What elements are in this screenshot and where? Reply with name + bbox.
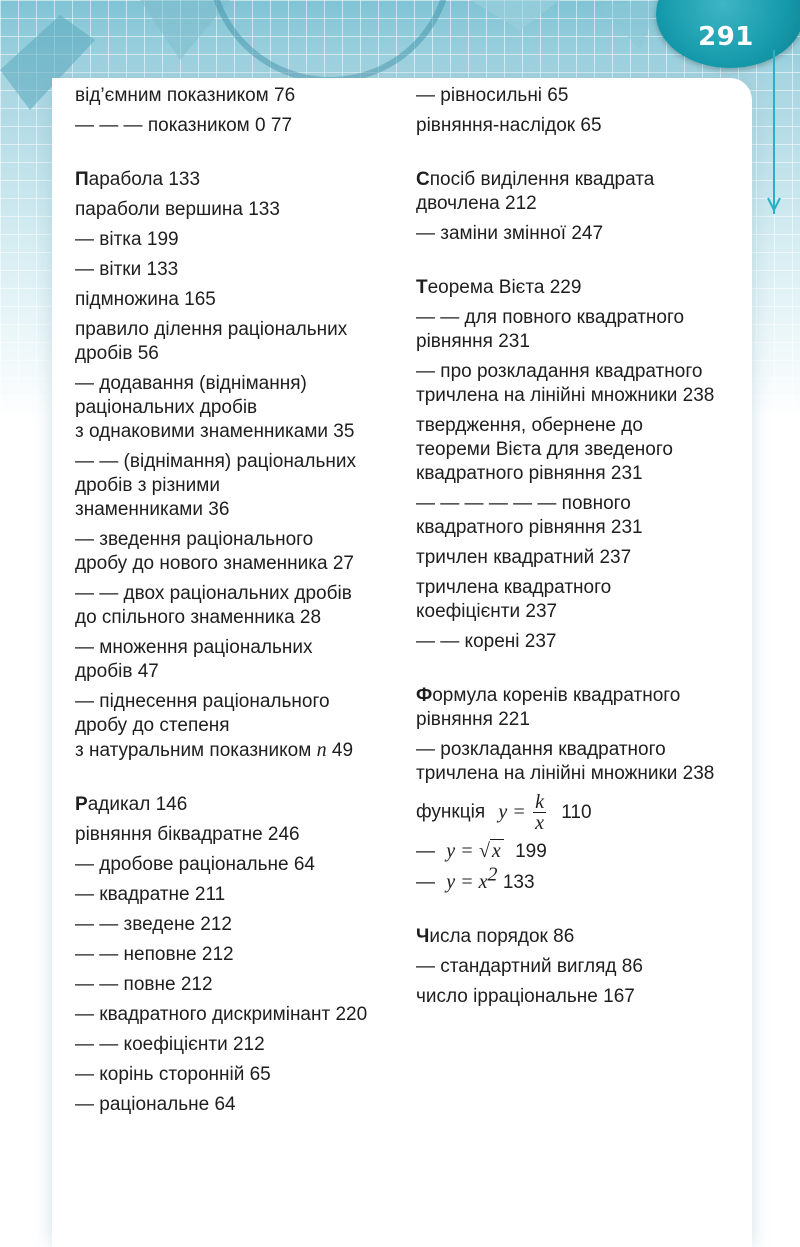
radical-sign: √ — [478, 840, 490, 862]
index-entry-text: — квадратного дискримінант 220 — [75, 1004, 368, 1025]
index-entry-text: — раціональне 64 — [75, 1094, 236, 1115]
index-entry — [75, 372, 405, 444]
index-entry-text: — — — показником 0 77 — [75, 115, 293, 136]
index-entry-line — [416, 384, 746, 408]
index-entry-line — [416, 955, 746, 979]
index-entry — [416, 306, 746, 354]
index-entry-text: рівняння-наслідок 65 — [416, 115, 602, 136]
index-entry — [75, 318, 405, 366]
fraction-denominator: x — [535, 812, 544, 834]
index-entry-text: — — (віднімання) раціональних — [75, 451, 356, 472]
index-entry-line — [75, 114, 405, 138]
index-entry-line — [75, 1093, 405, 1117]
page-ref: 199 — [515, 841, 547, 862]
index-column-left — [75, 84, 405, 1123]
index-entry-line — [75, 498, 405, 522]
index-entry-line — [416, 925, 746, 949]
index-entry-text: число ірраціональне 167 — [416, 986, 635, 1007]
margin-arrow-icon — [766, 196, 782, 212]
index-entry-text: — квадратне 211 — [75, 884, 226, 905]
index-entry — [416, 222, 746, 246]
index-entry-text: — рівносильні 65 — [416, 85, 569, 106]
index-entry — [416, 630, 746, 654]
index-entry-line — [75, 288, 405, 312]
index-entry-line — [75, 738, 405, 763]
fraction — [533, 792, 546, 833]
index-entry — [75, 1033, 405, 1057]
index-entry-line — [416, 708, 746, 732]
index-entry-text: знаменниками 36 — [75, 499, 230, 520]
entry-dash: — — [416, 841, 435, 862]
index-entry-line — [75, 943, 405, 967]
index-entry-text: правило ділення раціональних — [75, 319, 348, 340]
index-entry — [416, 985, 746, 1009]
index-entry-text: теореми Вієта для зведеного — [416, 439, 673, 460]
index-entry-text: квадратного рівняння 231 — [416, 463, 643, 484]
index-entry — [416, 738, 746, 786]
index-entry — [75, 943, 405, 967]
section-initial: Ч — [416, 926, 430, 947]
index-entry-text: від’ємним показником 76 — [75, 85, 296, 106]
index-entry — [75, 288, 405, 312]
index-entry — [75, 690, 405, 763]
index-entry-text: підмножина 165 — [75, 289, 216, 310]
index-entry — [416, 84, 746, 108]
index-entry-text: арабола 133 — [88, 169, 201, 190]
index-entry-text: рівняння 231 — [416, 331, 530, 352]
section-initial: Р — [75, 794, 88, 815]
index-entry-line — [75, 1033, 405, 1057]
page-ref: 133 — [502, 872, 535, 893]
index-entry-text: дробу до степеня — [75, 715, 230, 736]
index-entry-text: параболи вершина 133 — [75, 199, 280, 220]
index-entry — [416, 925, 746, 949]
index-entry-text: — додавання (віднімання) — [75, 373, 307, 394]
index-entry-text: — піднесення раціонального — [75, 691, 330, 712]
index-entry-line — [416, 684, 746, 708]
margin-arrow-line — [772, 50, 776, 214]
index-entry-line — [75, 342, 405, 366]
index-entry-text: ормула коренів квадратного — [432, 685, 681, 706]
formula-expr: y = x — [446, 871, 488, 893]
index-entry-text: — — неповне 212 — [75, 944, 234, 965]
index-entry-text: з однаковими знаменниками 35 — [75, 421, 355, 442]
index-entry-text: — заміни змінної 247 — [416, 223, 604, 244]
index-entry-line — [416, 360, 746, 384]
index-entry — [75, 84, 405, 108]
formula-lhs: y = — [498, 800, 526, 823]
index-entry-text: — — коефіцієнти 212 — [75, 1034, 265, 1055]
index-entry-text: двочлена 212 — [416, 193, 537, 214]
index-entry-text: квадратного рівняння 231 — [416, 517, 643, 538]
index-entry-text: дробу до нового знаменника 27 — [75, 553, 354, 574]
index-entry-text: посіб виділення квадрата — [429, 169, 655, 190]
index-entry — [416, 684, 746, 732]
index-entry-text: раціональних дробів — [75, 397, 258, 418]
index-entry-line — [75, 606, 405, 630]
index-entry-line — [75, 883, 405, 907]
index-entry-line — [416, 985, 746, 1009]
index-entry — [75, 823, 405, 847]
index-entry — [416, 114, 746, 138]
index-entry — [416, 168, 746, 216]
fraction-numerator: k — [535, 791, 544, 813]
index-entry-text: коефіцієнти 237 — [416, 601, 558, 622]
index-entry-text: — — зведене 212 — [75, 914, 232, 935]
index-entry-line — [75, 450, 405, 474]
index-entry-text: тричлен квадратний 237 — [416, 547, 632, 568]
index-entry-line — [416, 462, 746, 486]
index-entry — [75, 793, 405, 817]
index-entry-line — [416, 114, 746, 138]
formula-entry-square — [416, 863, 746, 895]
index-entry-text: — — для повного квадратного — [416, 307, 685, 328]
index-entry — [75, 168, 405, 192]
entry-dash: — — [416, 872, 435, 893]
index-entry-line — [416, 546, 746, 570]
index-entry-text: — вітка 199 — [75, 229, 179, 250]
index-entry-line — [75, 582, 405, 606]
index-entry-text: — — — — — — повного — [416, 493, 631, 514]
formula-entry-sqrt — [416, 839, 746, 864]
index-entry — [75, 450, 405, 522]
index-entry-line — [75, 636, 405, 660]
index-entry-line — [75, 372, 405, 396]
section-initial: С — [416, 169, 430, 190]
math-variable: n — [316, 739, 327, 761]
index-entry-text: — розкладання квадратного — [416, 739, 666, 760]
index-entry-text: тричлена на лінійні множники 238 — [416, 385, 715, 406]
index-entry-text: тричлена на лінійні множники 238 — [416, 763, 715, 784]
index-entry-line — [75, 660, 405, 684]
index-entry — [416, 955, 746, 979]
index-entry-line — [75, 823, 405, 847]
index-entry — [75, 228, 405, 252]
index-entry — [416, 414, 746, 486]
section-initial: П — [75, 169, 89, 190]
index-entry-line — [75, 258, 405, 282]
index-entry-line — [75, 1063, 405, 1087]
index-entry-line — [416, 516, 746, 540]
index-entry — [75, 1093, 405, 1117]
index-entry-line — [75, 228, 405, 252]
section-initial: Т — [416, 277, 428, 298]
index-entry — [416, 276, 746, 300]
index-entry-line — [75, 198, 405, 222]
index-entry-text: — стандартний вигляд 86 — [416, 956, 643, 977]
index-entry-text: — про розкладання квадратного — [416, 361, 703, 382]
index-entry — [75, 1003, 405, 1027]
index-entry-line — [75, 853, 405, 877]
index-entry-text: до спільного знаменника 28 — [75, 607, 322, 628]
index-entry-text: — зведення раціонального — [75, 529, 314, 550]
index-entry-line — [75, 714, 405, 738]
index-entry — [75, 114, 405, 138]
index-entry-text: рівняння 221 — [416, 709, 530, 730]
index-entry-line — [75, 84, 405, 108]
formula-label: функція — [416, 801, 486, 823]
index-entry — [416, 360, 746, 408]
index-entry — [75, 528, 405, 576]
section-initial: Ф — [416, 685, 433, 706]
index-entry-line — [416, 222, 746, 246]
index-entry-line — [75, 973, 405, 997]
index-entry-line — [416, 438, 746, 462]
index-entry-text: дробів 47 — [75, 661, 159, 682]
index-entry-text: рівняння біквадратне 246 — [75, 824, 300, 845]
index-entry — [416, 546, 746, 570]
index-entry-line — [416, 330, 746, 354]
index-column-right — [416, 84, 746, 1015]
index-entry-line — [75, 474, 405, 498]
index-entry — [75, 198, 405, 222]
index-entry-text: — вітки 133 — [75, 259, 179, 280]
formula-entry-frac — [416, 792, 746, 833]
index-entry-line — [75, 793, 405, 817]
index-entry — [75, 973, 405, 997]
index-entry-line — [416, 168, 746, 192]
index-entry-text: — — повне 212 — [75, 974, 213, 995]
page-ref: 110 — [561, 801, 592, 823]
index-entry — [75, 883, 405, 907]
index-entry-line — [75, 396, 405, 420]
index-entry-text: — — двох раціональних дробів — [75, 583, 352, 604]
page-number: 291 — [698, 22, 754, 52]
index-entry — [416, 492, 746, 540]
index-entry-text: исла порядок 86 — [429, 926, 575, 947]
index-entry-line — [416, 630, 746, 654]
index-entry-line — [416, 738, 746, 762]
index-entry-line — [416, 192, 746, 216]
index-entry-line — [416, 276, 746, 300]
index-entry — [75, 1063, 405, 1087]
index-entry — [75, 636, 405, 684]
index-entry-text: з натуральним показником — [75, 740, 312, 761]
index-entry-line — [75, 690, 405, 714]
index-entry — [75, 853, 405, 877]
formula-exponent: 2 — [487, 863, 498, 886]
index-entry-line — [75, 318, 405, 342]
index-entry-line — [75, 168, 405, 192]
index-entry-line — [75, 528, 405, 552]
index-entry-text: — множення раціональних — [75, 637, 313, 658]
index-entry-text: дробів 56 — [75, 343, 159, 364]
index-entry-line — [416, 84, 746, 108]
index-entry-line — [416, 576, 746, 600]
index-entry — [75, 258, 405, 282]
index-entry-text: еорема Вієта 229 — [427, 277, 582, 298]
index-entry-line — [75, 1003, 405, 1027]
index-entry-line — [416, 492, 746, 516]
index-entry-line — [75, 420, 405, 444]
page-ref: 49 — [331, 740, 354, 761]
index-entry-line — [416, 306, 746, 330]
index-entry — [75, 913, 405, 937]
index-entry-line — [416, 762, 746, 786]
index-entry — [75, 582, 405, 630]
index-entry-line — [75, 913, 405, 937]
index-entry-text: дробів з різними — [75, 475, 220, 496]
index-entry-text: — — корені 237 — [416, 631, 557, 652]
index-entry-text: — дробове раціональне 64 — [75, 854, 315, 875]
index-entry-line — [75, 552, 405, 576]
index-entry-line — [416, 414, 746, 438]
index-entry-line — [416, 600, 746, 624]
index-entry-text: твердження, обернене до — [416, 415, 643, 436]
index-entry — [416, 576, 746, 624]
index-entry-text: тричлена квадратного — [416, 577, 612, 598]
radicand: x — [490, 839, 504, 862]
index-entry-text: — корінь сторонній 65 — [75, 1064, 271, 1085]
formula-lhs: y = — [446, 840, 474, 862]
index-entry-text: адикал 146 — [87, 794, 188, 815]
